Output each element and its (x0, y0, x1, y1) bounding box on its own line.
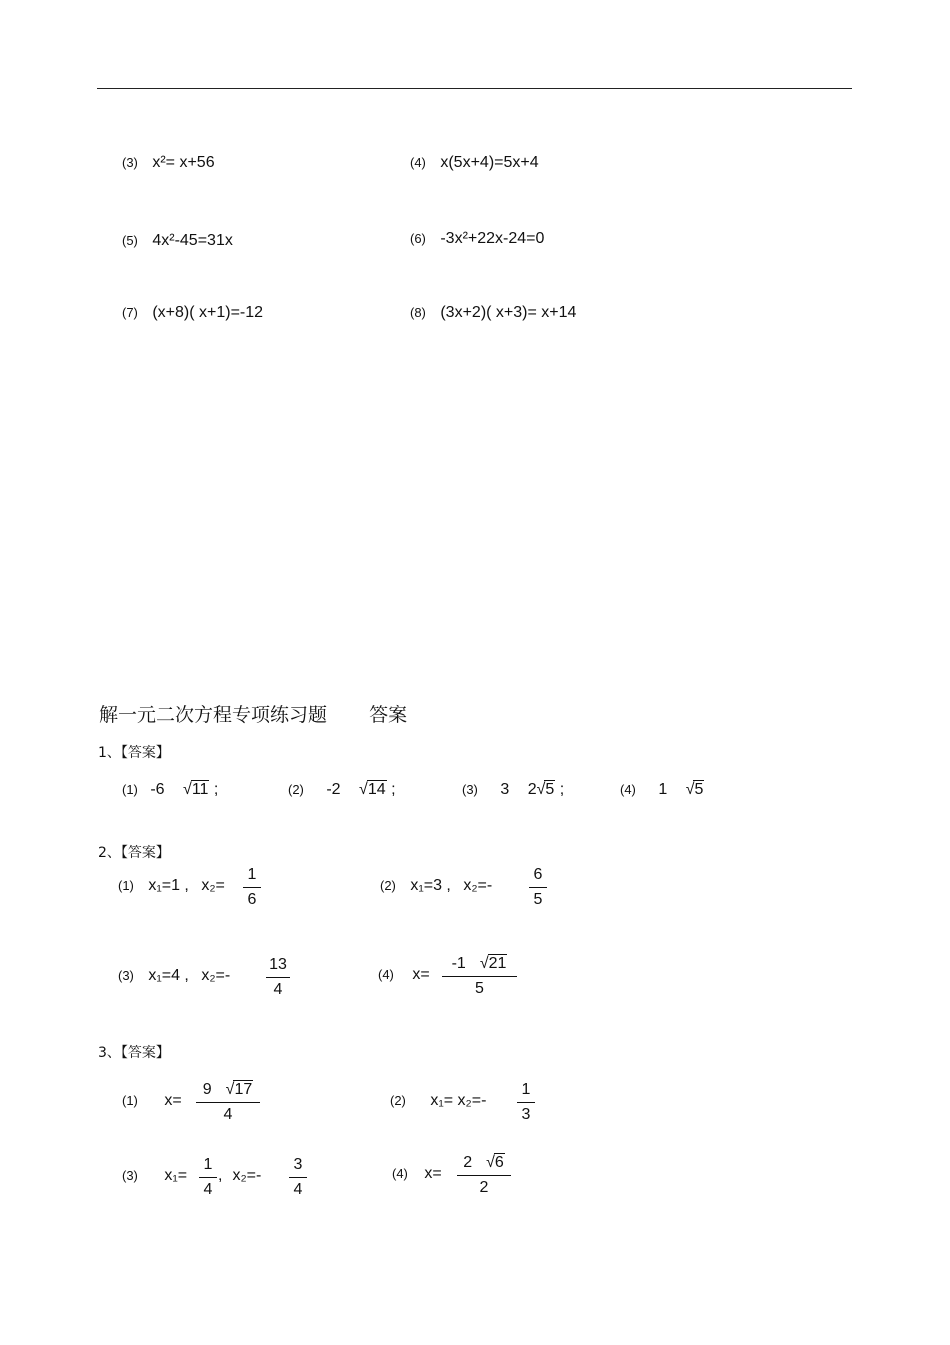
answer-3-4: (4) x= (392, 1165, 442, 1182)
fraction: 6 5 (529, 864, 547, 911)
answer-2-1: (1) x₁=1 , x₂= (118, 877, 225, 894)
problem-3: (3) x²= x+56 (122, 154, 215, 171)
problem-7: (7) (x+8)( x+1)=-12 (122, 304, 264, 321)
problem-5: (5) 4x²-45=31x (122, 232, 233, 249)
fraction: -1 √21 5 (442, 953, 517, 1000)
problem-4-equation: x(5x+4)=5x+4 (440, 154, 539, 171)
sqrt: √5 (536, 781, 555, 798)
problem-6-equation: -3x²+22x-24=0 (440, 230, 545, 247)
fraction: 1 4 (199, 1154, 217, 1201)
section-2-heading: 2、【答案】 (98, 845, 170, 861)
sqrt: √14 (359, 781, 386, 798)
fraction: 2 √6 2 (457, 1152, 511, 1199)
fraction: 1 3 (517, 1079, 535, 1126)
answer-1-4: (4) 1 √5 (620, 781, 704, 798)
answer-2-4: (4) x= (378, 966, 430, 983)
answer-1-1: (1) -6 √11 ; (122, 781, 219, 798)
problem-7-equation: (x+8)( x+1)=-12 (152, 304, 264, 321)
answers-title: 解一元二次方程专项练习题 答案 (99, 704, 408, 726)
answer-1-3: (3) 3 2√5 ; (462, 781, 565, 798)
answer-3-1: (1) x= (122, 1092, 182, 1109)
fraction: 1 6 (243, 864, 261, 911)
problem-5-equation: 4x²-45=31x (152, 232, 233, 249)
header-rule (97, 88, 852, 89)
problem-6: (6) -3x²+22x-24=0 (410, 230, 545, 247)
sqrt: √11 (183, 781, 209, 798)
sqrt: √6 (486, 1154, 504, 1171)
answer-3-3-x2: , x₂=- (218, 1167, 262, 1184)
answer-2-3: (3) x₁=4 , x₂=- (118, 967, 231, 984)
fraction: 3 4 (289, 1154, 307, 1201)
sqrt: √5 (685, 781, 704, 798)
section-1-heading: 1、【答案】 (98, 745, 170, 761)
answer-3-3: (3) x₁= (122, 1167, 188, 1184)
problem-3-equation: x²= x+56 (152, 154, 215, 171)
problem-4: (4) x(5x+4)=5x+4 (410, 154, 539, 171)
answer-3-2: (2) x₁= x₂=- (390, 1092, 487, 1109)
fraction: 13 4 (266, 954, 290, 1001)
sqrt: √21 (479, 955, 507, 972)
section-3-heading: 3、【答案】 (98, 1045, 170, 1061)
answer-1-2: (2) -2 √14 ; (288, 781, 396, 798)
sqrt: √17 (225, 1081, 253, 1098)
answer-2-2: (2) x₁=3 , x₂=- (380, 877, 493, 894)
problem-8: (8) (3x+2)( x+3)= x+14 (410, 304, 577, 321)
fraction: 9 √17 4 (196, 1079, 260, 1126)
problem-8-equation: (3x+2)( x+3)= x+14 (440, 304, 577, 321)
